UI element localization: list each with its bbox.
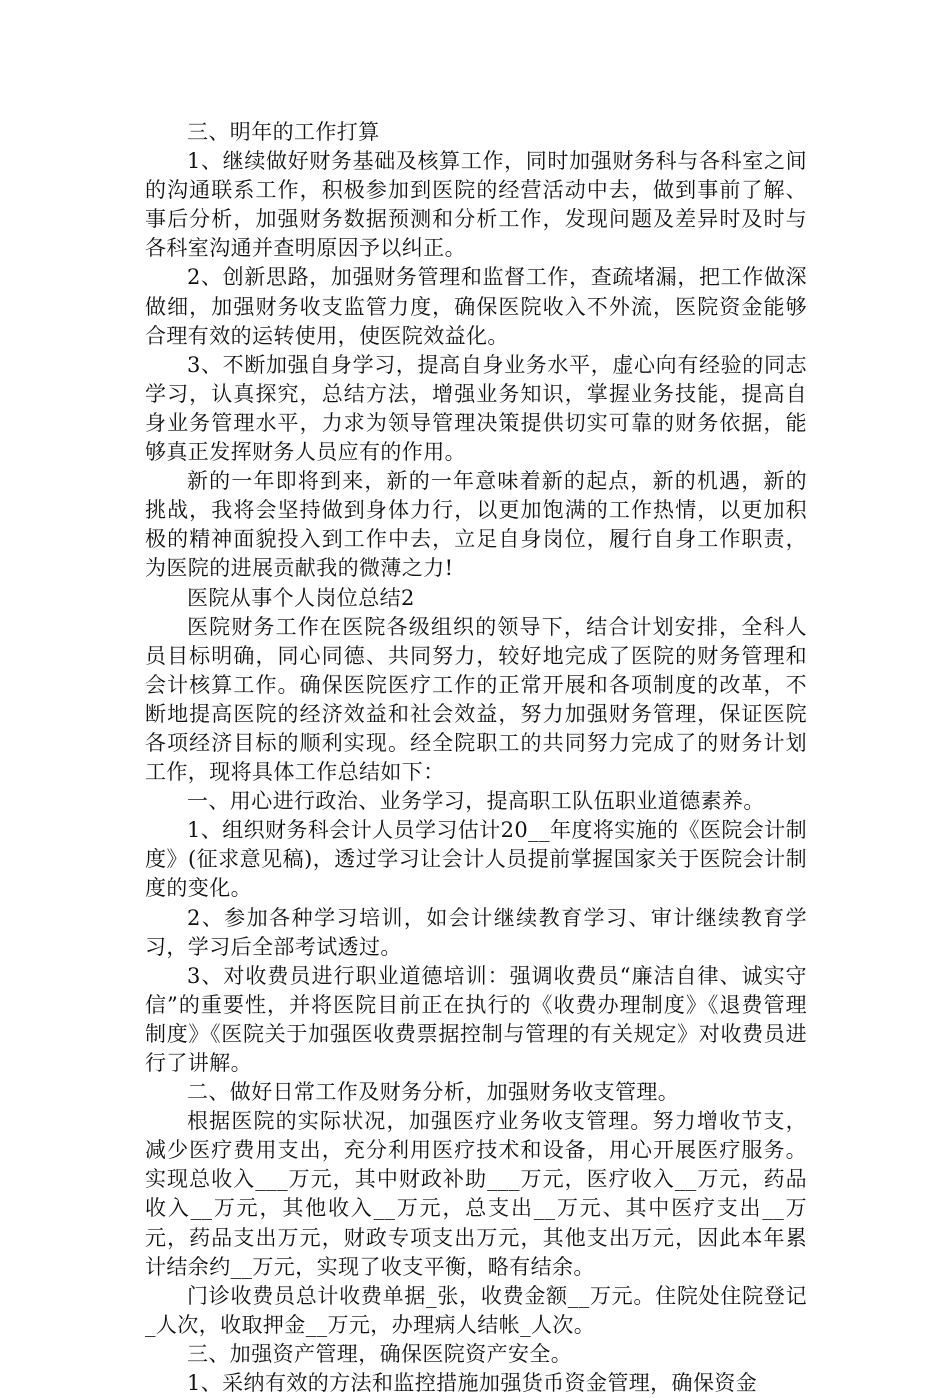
paragraph-study-item-3: 3、对收费员进行职业道德培训：强调收费员“廉洁自律、诚实守信”的重要性，并将医院目前正在执行的《收费办理制度》《退费管理制度》《医院关于加强医收费票据控制与管理的有关规定》对收费员进行了讲解。	[145, 963, 807, 1075]
section-heading-asset-management: 三、加强资产管理，确保医院资产安全。	[187, 1341, 573, 1366]
paragraph-asset-item-1: 1、采纳有效的方法和监控措施加强货币资金管理，确保资金	[187, 1371, 758, 1396]
paragraph-plan-item-1: 1、继续做好财务基础及核算工作，同时加强财务科与各科室之间的沟通联系工作，积极参加到医院的经营活动中去，做到事前了解、事后分析，加强财务数据预测和分析工作，发现问题及差异时及时与各科室沟通并查明原因予以纠正。	[145, 149, 807, 261]
section-heading-study: 一、用心进行政治、业务学习，提高职工队伍职业道德素养。	[187, 789, 765, 814]
paragraph-study-item-1: 1、组织财务科会计人员学习估计20__年度将实施的《医院会计制度》(征求意见稿)，透过学习让会计人员提前掌握国家关于医院会计制度的变化。	[145, 818, 807, 901]
paragraph-outpatient-cashier: 门诊收费员总计收费单据_张，收费金额__万元。住院处住院登记_人次，收取押金__万元，办理病人结帐_人次。	[145, 1283, 807, 1337]
section-heading-daily-work: 二、做好日常工作及财务分析，加强财务收支管理。	[187, 1080, 680, 1105]
paragraph-plan-item-3: 3、不断加强自身学习，提高自身业务水平，虚心向有经验的同志学习，认真探究，总结方法，增强业务知识，掌握业务技能，提高自身业务管理水平，力求为领导管理决策提供切实可靠的财务依据，能够真正发挥财务人员应有的作用。	[145, 352, 807, 465]
paragraph-income-expense: 根据医院的实际状况，加强医疗业务收支管理。努力增收节支，减少医疗费用支出，充分利用医疗技术和设备，用心开展医疗服务。实现总收入___万元，其中财政补助___万元，医疗收入__万元，药品收入__万元，其他收入__万元，总支出__万元、其中医疗支出__万元，药品支出万元，财政专项支出万元，其他支出万元，因此本年累计结余约__万元，实现了收支平衡，略有结余。	[145, 1109, 807, 1279]
paragraph-study-item-2: 2、参加各种学习培训，如会计继续教育学习、审计继续教育学习，学习后全部考试透过。	[145, 905, 807, 959]
document-page	[145, 118, 807, 1398]
document-section-title-2: 医院从事个人岗位总结2	[187, 585, 415, 610]
paragraph-summary-intro: 医院财务工作在医院各级组织的领导下，结合计划安排，全科人员目标明确，同心同德、共同努力，较好地完成了医院的财务管理和会计核算工作。确保医院医疗工作的正常开展和各项制度的改革，不断地提高医院的经济效益和社会效益，努力加强财务管理，保证医院各项经济目标的顺利实现。经全院职工的共同努力完成了的财务计划工作，现将具体工作总结如下：	[145, 614, 807, 785]
paragraph-new-year-closing: 新的一年即将到来，新的一年意味着新的起点，新的机遇，新的挑战，我将会坚持做到身体力行，以更加饱满的工作热情，以更加积极的精神面貌投入到工作中去，立足自身岗位，履行自身工作职责，为医院的进展贡献我的微薄之力!	[145, 469, 807, 581]
paragraph-plan-item-2: 2、创新思路，加强财务管理和监督工作，查疏堵漏，把工作做深做细，加强财务收支监管力度，确保医院收入不外流，医院资金能够合理有效的运转使用，使医院效益化。	[145, 265, 807, 348]
section-heading-next-year-plan: 三、明年的工作打算	[187, 120, 380, 144]
